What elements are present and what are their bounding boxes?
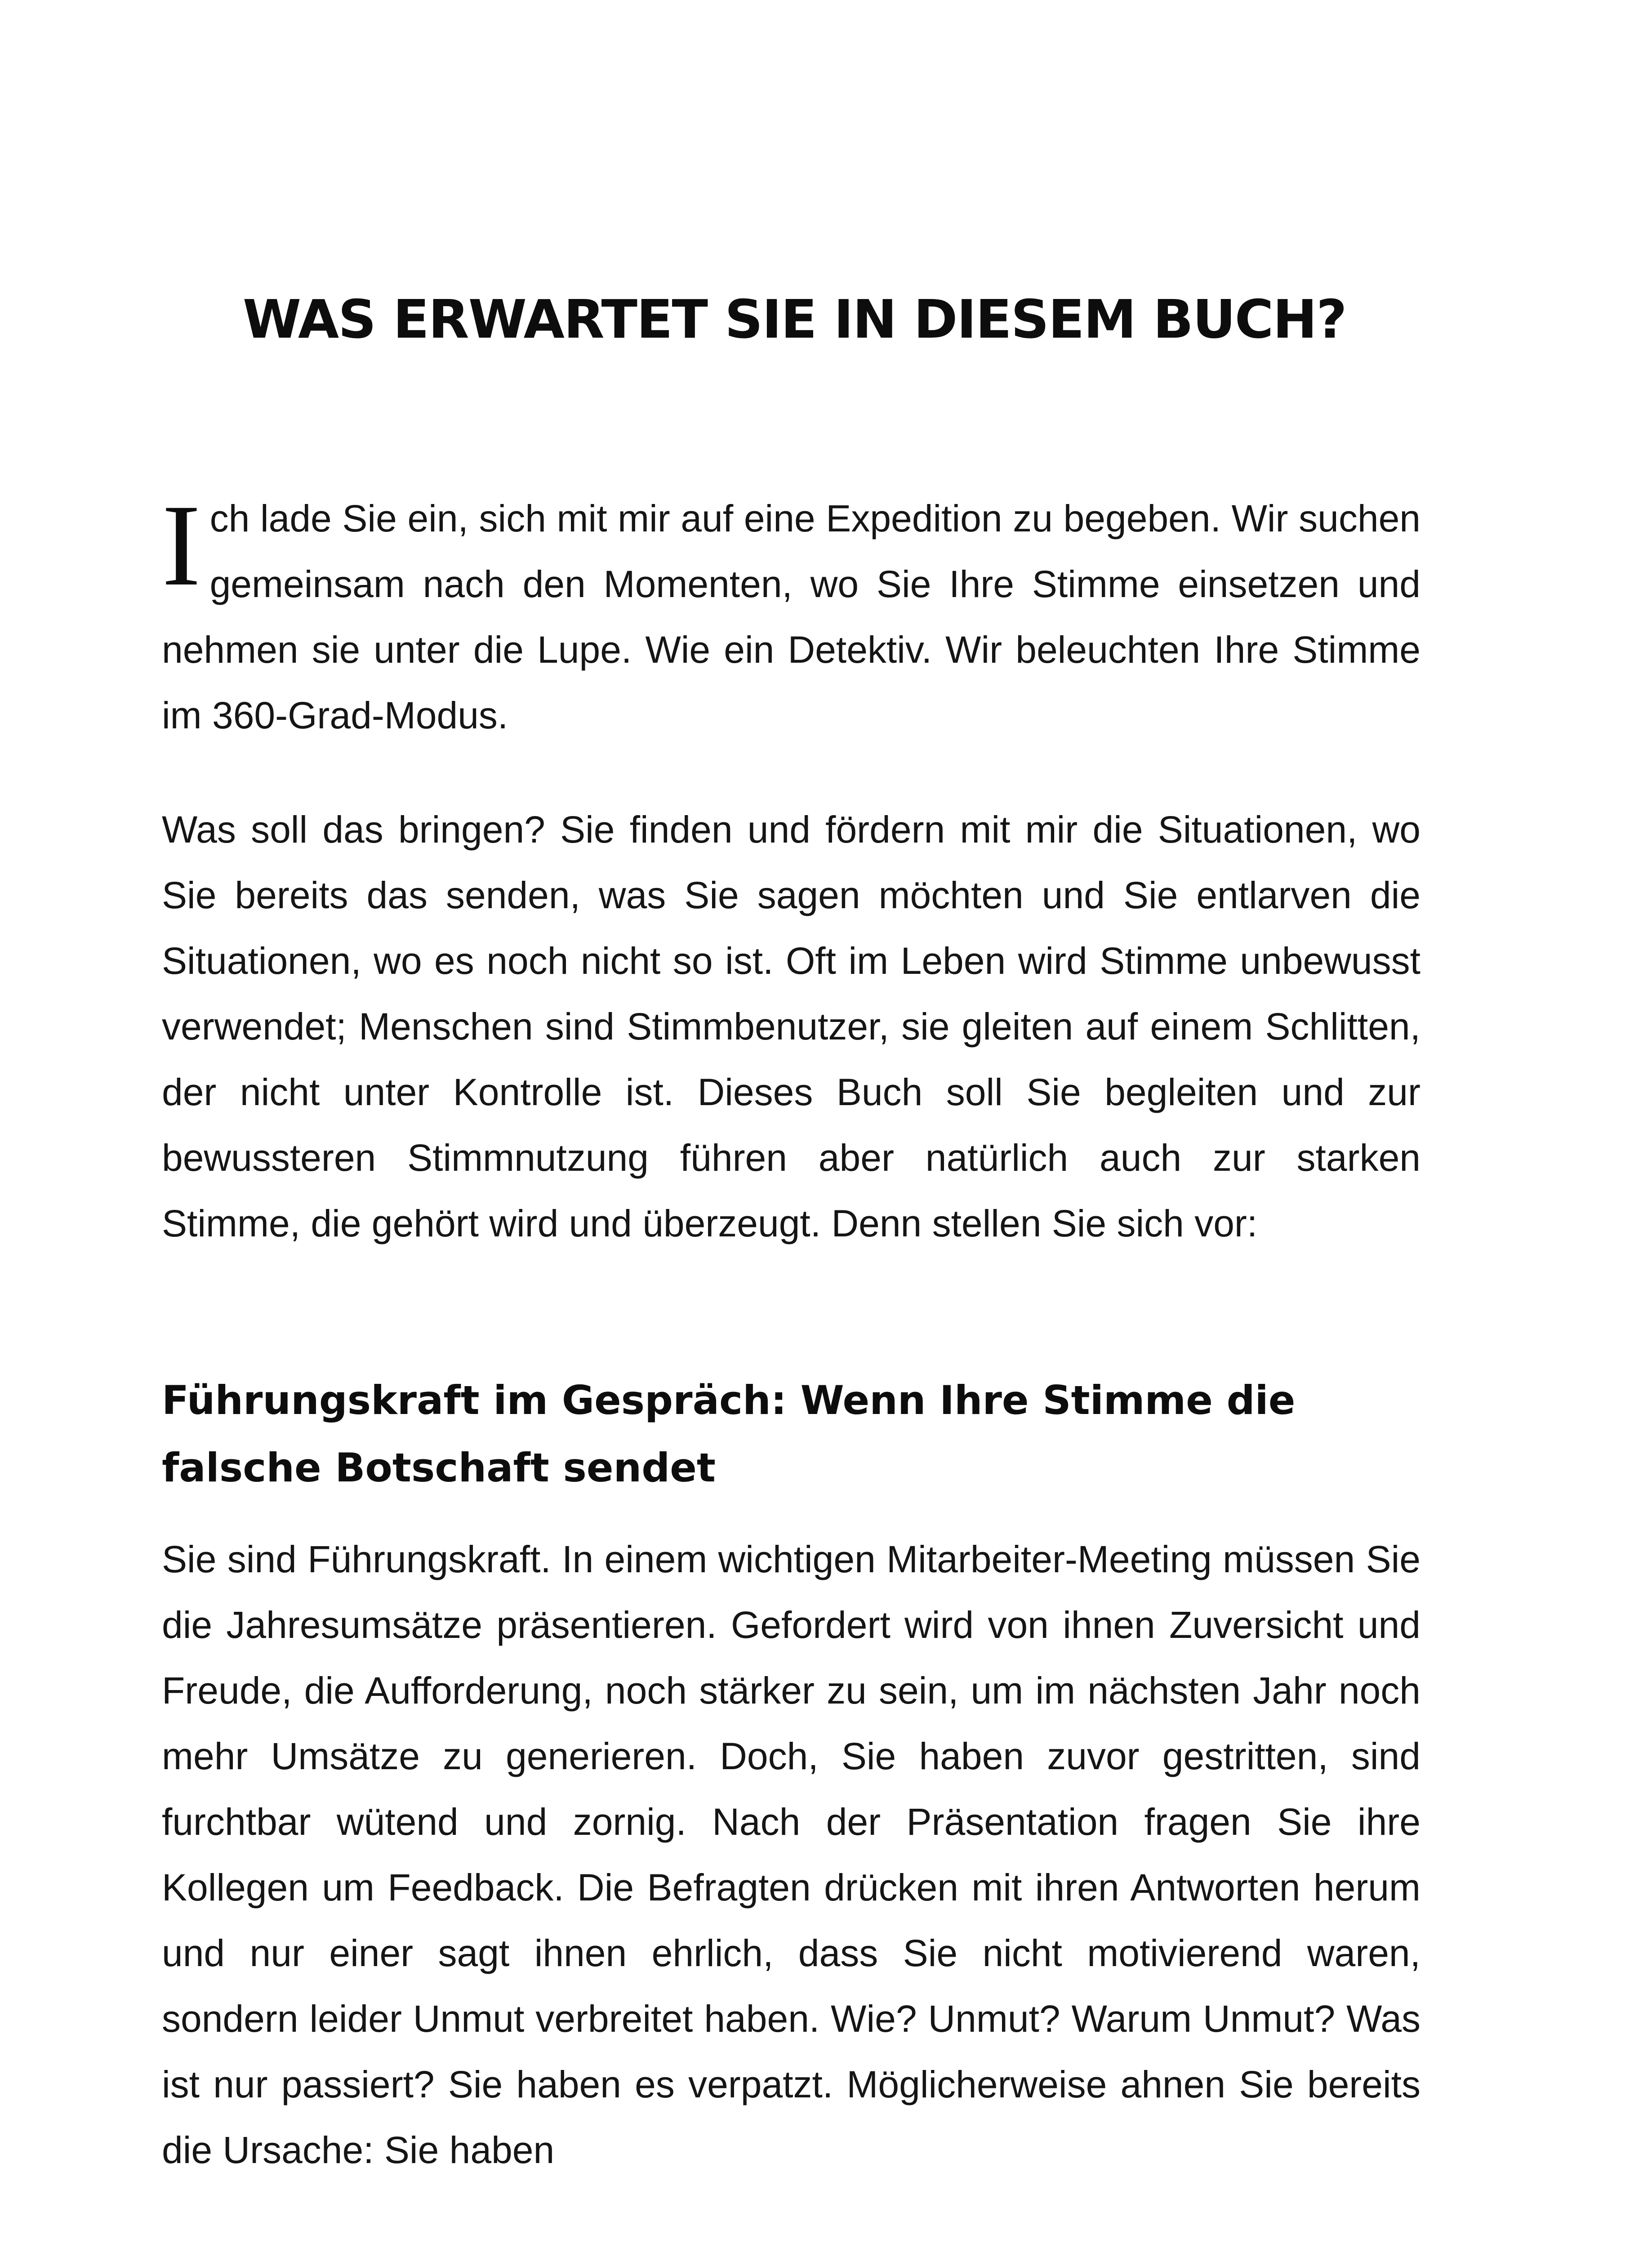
intro-paragraph-text: ch lade Sie ein, sich mit mir auf eine Expedition zu begeben. Wir suchen gemeinsam nach den Momenten, wo Sie Ihre Stimme einsetzen und nehmen sie unter die Lupe. Wie ein Detektiv. Wir beleuchten Ihre Stimme im 360-Grad-Modus. <box>162 497 1420 736</box>
drop-cap: I <box>162 481 201 610</box>
chapter-title: WAS ERWARTET SIE IN DIESEM BUCH? <box>243 288 1346 350</box>
section-heading: Führungskraft im Gespräch: Wenn Ihre Stimme die falsche Botschaft sendet <box>162 1377 1296 1491</box>
intro-paragraph <box>162 481 1420 748</box>
body-paragraph: Was soll das bringen? Sie finden und fördern mit mir die Situationen, wo Sie bereits das senden, was Sie sagen möchten und Sie entlarven die Situationen, wo es noch nicht so ist. Oft im Leben wird Stimme unbewusst verwendet; Menschen sind Stimmbenutzer, sie gleiten auf einem Schlitten, der nicht unter Kontrolle ist. Dieses Buch soll Sie begleiten und zur bewussteren Stimmnutzung führen aber natürlich auch zur starken Stimme, die gehört wird und überzeugt. Denn stellen Sie sich vor: <box>162 808 1420 1244</box>
body-paragraph: Sie sind Führungskraft. In einem wichtigen Mitarbeiter-Meeting müssen Sie die Jahresumsätze präsentieren. Gefordert wird von ihnen Zuversicht und Freude, die Aufforderung, noch stärker zu sein, um im nächsten Jahr noch mehr Umsätze zu generieren. Doch, Sie haben zuvor gestritten, sind furchtbar wütend und zornig. Nach der Präsentation fragen Sie ihre Kollegen um Feedback. Die Befragten drücken mit ihren Antworten herum und nur einer sagt ihnen ehrlich, dass Sie nicht motivierend waren, sondern leider Unmut verbreitet haben. Wie? Unmut? Warum Unmut? Was ist nur passiert? Sie haben es verpatzt. Möglicherweise ahnen Sie bereits die Ursache: Sie haben <box>162 1538 1420 2171</box>
